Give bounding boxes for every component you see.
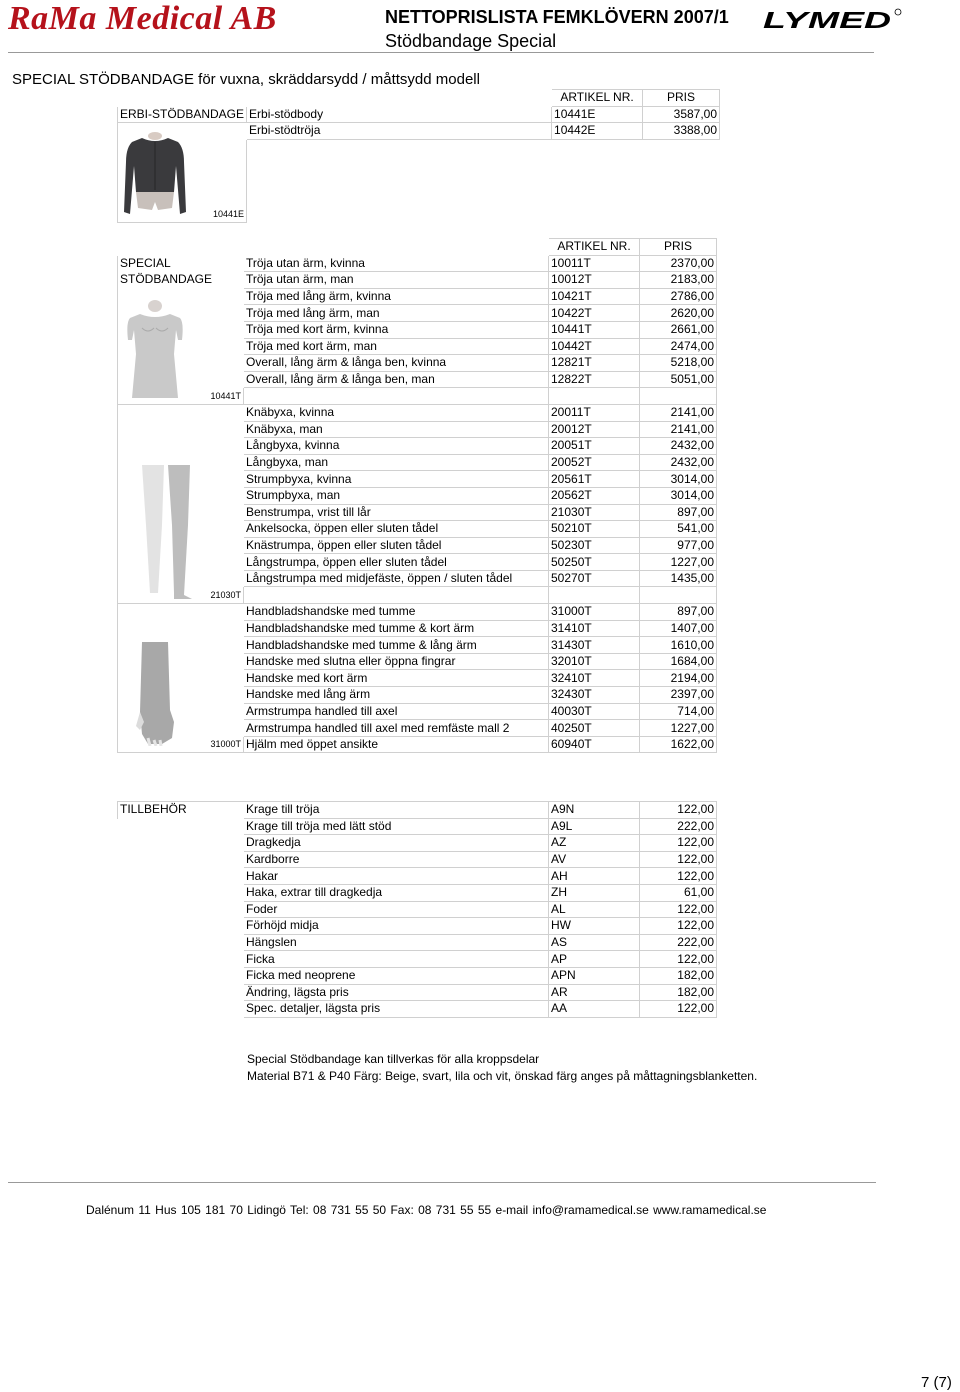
article-number: 50230T xyxy=(549,537,640,554)
article-number: AL xyxy=(549,901,640,918)
article-number: 31410T xyxy=(549,620,640,637)
price: 122,00 xyxy=(640,802,717,819)
article-number: 32430T xyxy=(549,687,640,704)
special-price-table xyxy=(117,238,717,753)
article-number: 12821T xyxy=(549,355,640,372)
article-number: AZ xyxy=(549,835,640,852)
table-row xyxy=(118,818,717,835)
product-name: Hakar xyxy=(244,868,549,885)
table-row xyxy=(118,934,717,951)
article-number: 50270T xyxy=(549,570,640,587)
product-name: Förhöjd midja xyxy=(244,918,549,935)
product-name: Handske med lång ärm xyxy=(244,687,549,704)
footer-contact: Dalénum 11 Hus 105 181 70 Lidingö Tel: 08 731 55 50 Fax: 08 731 55 55 e-mail info@ramamedical.se www.ramamedical.se xyxy=(86,1203,767,1217)
price: 2183,00 xyxy=(640,272,717,289)
product-name: Handbladshandske med tumme & kort ärm xyxy=(244,620,549,637)
price: 61,00 xyxy=(640,884,717,901)
table-row xyxy=(118,371,717,388)
article-number: 10441T xyxy=(549,321,640,338)
table-row xyxy=(118,1001,717,1018)
footer-rule xyxy=(8,1182,876,1183)
note-line-2: Material B71 & P40 Färg: Beige, svart, lila och vit, önskad färg anges på måttagningsblanketten. xyxy=(247,1069,758,1083)
price: 2432,00 xyxy=(640,454,717,471)
table-row xyxy=(118,504,717,521)
price: 5218,00 xyxy=(640,355,717,372)
price: 2661,00 xyxy=(640,321,717,338)
article-number: 10441E xyxy=(552,106,643,123)
product-name: Tröja med lång ärm, kvinna xyxy=(244,288,549,305)
price-list-subtitle: Stödbandage Special xyxy=(385,31,557,51)
price: 122,00 xyxy=(640,918,717,935)
table-row xyxy=(118,687,717,704)
article-number: 32010T xyxy=(549,653,640,670)
price: 122,00 xyxy=(640,851,717,868)
price: 122,00 xyxy=(640,835,717,852)
table-row xyxy=(118,637,717,654)
image-code: 10441T xyxy=(118,388,244,405)
special-label: SPECIAL xyxy=(118,255,244,272)
table-row xyxy=(118,554,717,571)
price: 2474,00 xyxy=(640,338,717,355)
price: 122,00 xyxy=(640,901,717,918)
product-name: Knäbyxa, kvinna xyxy=(244,404,549,421)
price: 3388,00 xyxy=(643,123,720,140)
table-row xyxy=(118,404,717,421)
article-number: 21030T xyxy=(549,504,640,521)
artikel-header: ARTIKEL NR. xyxy=(552,90,643,107)
product-name: Foder xyxy=(244,901,549,918)
product-name: Handbladshandske med tumme xyxy=(244,604,549,621)
product-name: Långstrumpa, öppen eller sluten tådel xyxy=(244,554,549,571)
table-row xyxy=(118,438,717,455)
leg-stocking-image xyxy=(138,465,196,601)
article-number: AH xyxy=(549,868,640,885)
pris-header: PRIS xyxy=(643,90,720,107)
article-number: 10421T xyxy=(549,288,640,305)
table-row xyxy=(118,255,717,272)
product-name: Overall, lång ärm & långa ben, kvinna xyxy=(244,355,549,372)
product-name: Tröja med lång ärm, man xyxy=(244,305,549,322)
table-row xyxy=(118,321,717,338)
product-name: Handske med slutna eller öppna fingrar xyxy=(244,653,549,670)
product-name: Benstrumpa, vrist till lår xyxy=(244,504,549,521)
price: 897,00 xyxy=(640,504,717,521)
price: 122,00 xyxy=(640,1001,717,1018)
price: 222,00 xyxy=(640,818,717,835)
article-number: 10442T xyxy=(549,338,640,355)
product-name: Erbi-stödtröja xyxy=(247,123,552,140)
article-number: 50210T xyxy=(549,521,640,538)
price: 182,00 xyxy=(640,967,717,984)
article-number: 20561T xyxy=(549,471,640,488)
product-name: Armstrumpa handled till axel med remfäste mall 2 xyxy=(244,720,549,737)
price: 1227,00 xyxy=(640,720,717,737)
header-rule xyxy=(8,52,874,53)
product-name: Ficka xyxy=(244,951,549,968)
image-code: 21030T xyxy=(118,587,244,604)
table-row xyxy=(118,835,717,852)
article-number: 31000T xyxy=(549,604,640,621)
article-number: 10442E xyxy=(552,123,643,140)
svg-text:LYMED: LYMED xyxy=(763,8,891,30)
product-name: Hjälm med öppet ansikte xyxy=(244,736,549,753)
price: 182,00 xyxy=(640,984,717,1001)
erbi-price-table xyxy=(117,89,720,223)
table-row xyxy=(118,570,717,587)
price: 897,00 xyxy=(640,604,717,621)
product-name: Handbladshandske med tumme & lång ärm xyxy=(244,637,549,654)
table-row xyxy=(118,272,717,289)
price: 541,00 xyxy=(640,521,717,538)
accessories-price-table xyxy=(117,801,717,1018)
article-number: 20051T xyxy=(549,438,640,455)
product-name: Ankelsocka, öppen eller sluten tådel xyxy=(244,521,549,538)
article-number: 20562T xyxy=(549,487,640,504)
product-name: Erbi-stödbody xyxy=(247,106,552,123)
product-name: Overall, lång ärm & långa ben, man xyxy=(244,371,549,388)
article-number: 50250T xyxy=(549,554,640,571)
price: 3587,00 xyxy=(643,106,720,123)
article-number: 12822T xyxy=(549,371,640,388)
table-row xyxy=(118,984,717,1001)
special-label-2: STÖDBANDAGE xyxy=(118,272,244,289)
article-number: AV xyxy=(549,851,640,868)
table-row xyxy=(118,421,717,438)
article-number: HW xyxy=(549,918,640,935)
article-number: 10012T xyxy=(549,272,640,289)
table-row xyxy=(118,537,717,554)
table-row xyxy=(118,620,717,637)
price: 2432,00 xyxy=(640,438,717,455)
article-number: 20052T xyxy=(549,454,640,471)
article-number: AR xyxy=(549,984,640,1001)
product-name: Knäbyxa, man xyxy=(244,421,549,438)
table-row xyxy=(118,305,717,322)
price: 2397,00 xyxy=(640,687,717,704)
table-row xyxy=(118,884,717,901)
product-name: Krage till tröja xyxy=(244,802,549,819)
image-code: 31000T xyxy=(118,736,244,753)
price: 2141,00 xyxy=(640,404,717,421)
table-row xyxy=(118,454,717,471)
product-name: Tröja med kort ärm, man xyxy=(244,338,549,355)
table-row xyxy=(118,918,717,935)
product-name: Armstrumpa handled till axel xyxy=(244,703,549,720)
accessories-label: TILLBEHÖR xyxy=(118,802,244,819)
table-row xyxy=(118,736,717,753)
table-row xyxy=(118,802,717,819)
product-name: Ficka med neoprene xyxy=(244,967,549,984)
table-row xyxy=(118,901,717,918)
article-number: 31430T xyxy=(549,637,640,654)
table-row xyxy=(118,338,717,355)
article-number: 20012T xyxy=(549,421,640,438)
price: 1684,00 xyxy=(640,653,717,670)
table-row xyxy=(118,653,717,670)
article-number: 10011T xyxy=(549,255,640,272)
product-name: Spec. detaljer, lägsta pris xyxy=(244,1001,549,1018)
product-name: Kardborre xyxy=(244,851,549,868)
article-number: 40250T xyxy=(549,720,640,737)
article-number: 10422T xyxy=(549,305,640,322)
article-number: 40030T xyxy=(549,703,640,720)
product-name: Haka, extrar till dragkedja xyxy=(244,884,549,901)
price: 1610,00 xyxy=(640,637,717,654)
price: 2370,00 xyxy=(640,255,717,272)
table-row xyxy=(118,471,717,488)
price: 2194,00 xyxy=(640,670,717,687)
table-row xyxy=(118,123,720,140)
table-row xyxy=(118,951,717,968)
artikel-header: ARTIKEL NR. xyxy=(549,239,640,256)
article-number: AS xyxy=(549,934,640,951)
table-row xyxy=(118,355,717,372)
product-name: Långstrumpa med midjefäste, öppen / sluten tådel xyxy=(244,570,549,587)
table-row xyxy=(118,487,717,504)
table-row xyxy=(118,868,717,885)
price: 2141,00 xyxy=(640,421,717,438)
pris-header: PRIS xyxy=(640,239,717,256)
article-number: 60940T xyxy=(549,736,640,753)
lymed-logo xyxy=(763,8,903,30)
product-name: Tröja med kort ärm, kvinna xyxy=(244,321,549,338)
price: 1435,00 xyxy=(640,570,717,587)
article-number: 32410T xyxy=(549,670,640,687)
price: 2620,00 xyxy=(640,305,717,322)
product-name: Ändring, lägsta pris xyxy=(244,984,549,1001)
table-row xyxy=(118,720,717,737)
table-row xyxy=(118,288,717,305)
table-row xyxy=(118,604,717,621)
price: 122,00 xyxy=(640,951,717,968)
article-number: A9N xyxy=(549,802,640,819)
product-name: Handske med kort ärm xyxy=(244,670,549,687)
product-name: Krage till tröja med lätt stöd xyxy=(244,818,549,835)
article-number: A9L xyxy=(549,818,640,835)
price: 977,00 xyxy=(640,537,717,554)
price: 1227,00 xyxy=(640,554,717,571)
table-row xyxy=(118,967,717,984)
price: 122,00 xyxy=(640,868,717,885)
product-name: Tröja utan ärm, man xyxy=(244,272,549,289)
article-number: APN xyxy=(549,967,640,984)
product-name: Hängslen xyxy=(244,934,549,951)
note-line-1: Special Stödbandage kan tillverkas för alla kroppsdelar xyxy=(247,1052,540,1066)
page-number: 7 (7) xyxy=(921,1374,952,1391)
price: 714,00 xyxy=(640,703,717,720)
price: 3014,00 xyxy=(640,487,717,504)
price: 222,00 xyxy=(640,934,717,951)
article-number: 20011T xyxy=(549,404,640,421)
brand-name: RaMa Medical AB xyxy=(8,0,277,37)
price: 3014,00 xyxy=(640,471,717,488)
article-number: AP xyxy=(549,951,640,968)
price-list-title: NETTOPRISLISTA FEMKLÖVERN 2007/1 xyxy=(385,7,729,27)
body-garment-image xyxy=(120,300,190,400)
price: 1622,00 xyxy=(640,736,717,753)
price: 2786,00 xyxy=(640,288,717,305)
image-code: 10441E xyxy=(118,139,247,222)
product-name: Långbyxa, kvinna xyxy=(244,438,549,455)
glove-image xyxy=(136,642,176,746)
product-name: Dragkedja xyxy=(244,835,549,852)
product-name: Långbyxa, man xyxy=(244,454,549,471)
price: 1407,00 xyxy=(640,620,717,637)
price: 5051,00 xyxy=(640,371,717,388)
table-row xyxy=(118,521,717,538)
product-name: Strumpbyxa, man xyxy=(244,487,549,504)
table-row xyxy=(118,670,717,687)
product-name: Tröja utan ärm, kvinna xyxy=(244,255,549,272)
table-row xyxy=(118,851,717,868)
table-row xyxy=(118,703,717,720)
section-title: SPECIAL STÖDBANDAGE för vuxna, skräddarsydd / måttsydd modell xyxy=(12,71,480,88)
product-name: Knästrumpa, öppen eller sluten tådel xyxy=(244,537,549,554)
article-number: ZH xyxy=(549,884,640,901)
erbi-shirt-image xyxy=(120,132,190,220)
table-row xyxy=(118,106,720,123)
erbi-label: ERBI-STÖDBANDAGE xyxy=(118,106,247,123)
product-name: Strumpbyxa, kvinna xyxy=(244,471,549,488)
article-number: AA xyxy=(549,1001,640,1018)
